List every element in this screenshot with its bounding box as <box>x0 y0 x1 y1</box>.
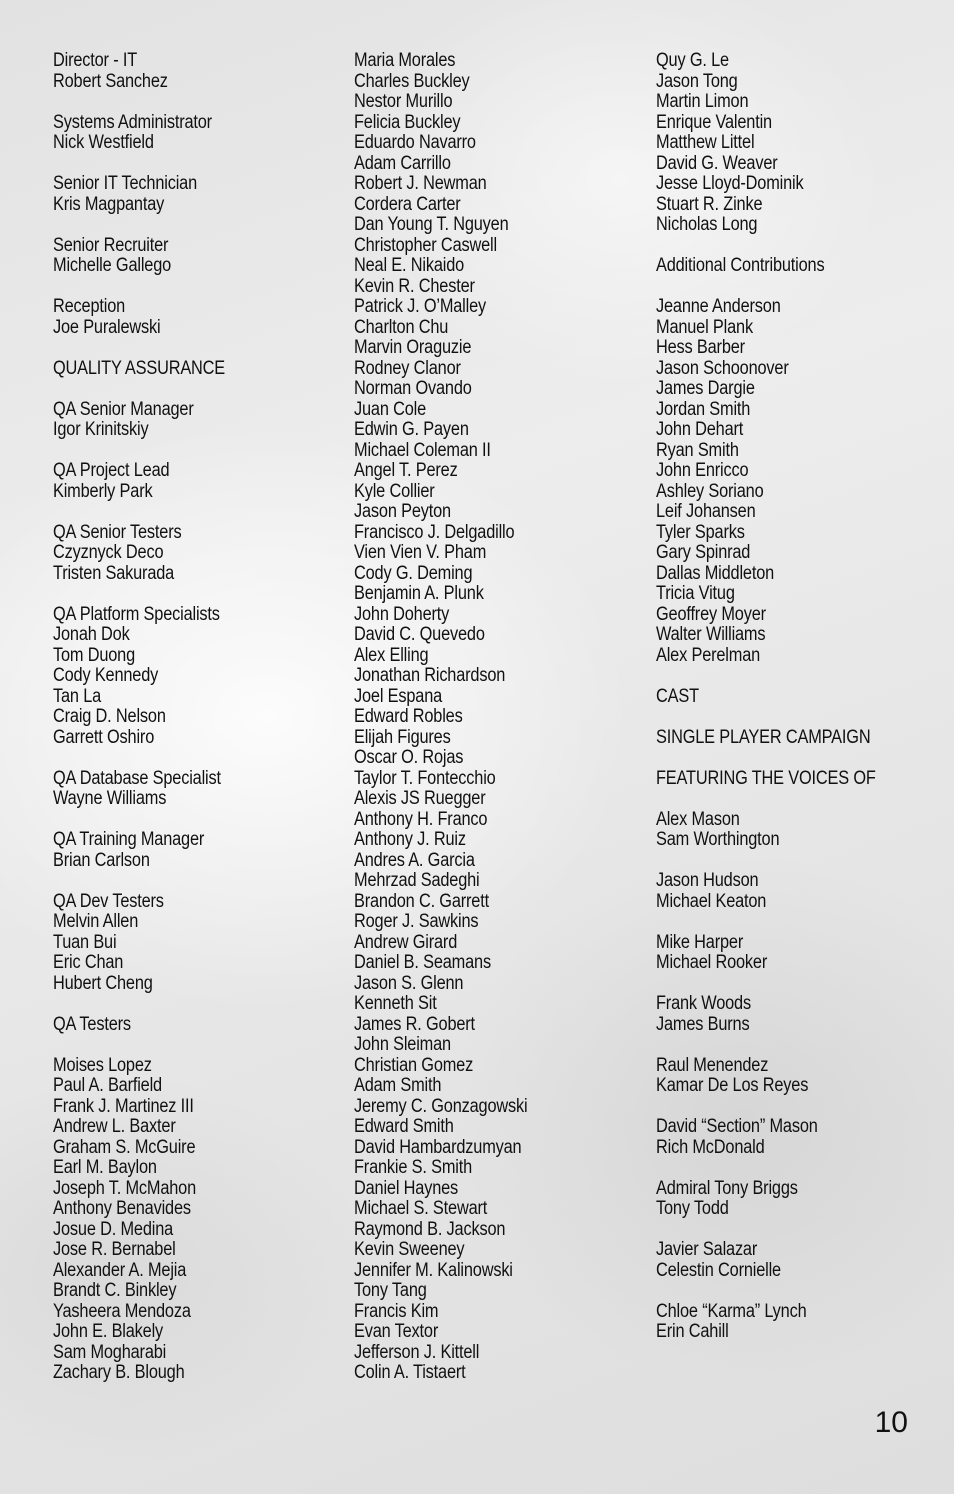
credit-line: Martin Limon <box>656 91 749 112</box>
credit-line: Craig D. Nelson <box>53 706 166 727</box>
credit-line: James R. Gobert <box>354 1013 475 1035</box>
credit-line: CAST <box>656 685 699 707</box>
spacer-line <box>656 236 876 257</box>
credit-line: Reception <box>53 296 126 317</box>
credit-line: Jason Peyton <box>354 501 451 522</box>
credit-line: Geoffrey Moyer <box>656 603 766 625</box>
credit-line: Additional Contributions <box>656 255 825 276</box>
credit-line: Taylor T. Fontecchio <box>354 767 496 789</box>
credit-line: Colin A. Tistaert <box>354 1362 466 1383</box>
credit-line: Anthony J. Ruiz <box>354 829 466 850</box>
credit-line: Graham S. McGuire <box>53 1136 196 1158</box>
spacer-line <box>656 1035 876 1056</box>
credit-line: Christian Gomez <box>354 1054 474 1076</box>
credit-line: Marvin Oraguzie <box>354 337 472 358</box>
credit-line: Tan La <box>53 685 102 707</box>
credit-line: Alexis JS Ruegger <box>354 788 486 809</box>
credit-line: Ashley Soriano <box>656 480 764 502</box>
credit-line: Tony Tang <box>354 1280 427 1301</box>
credit-line: David G. Weaver <box>656 152 778 174</box>
credit-line: John E. Blakely <box>53 1321 164 1342</box>
credit-line: Matthew Littel <box>656 132 755 153</box>
credit-line: Eduardo Navarro <box>354 132 476 153</box>
credit-line: Brian Carlson <box>53 849 150 871</box>
credit-line: Joe Puralewski <box>53 316 161 338</box>
credit-line: David Hambardzumyan <box>354 1136 522 1158</box>
spacer-line <box>53 277 225 298</box>
credit-line: Melvin Allen <box>53 911 139 932</box>
credit-line: Kevin R. Chester <box>354 275 475 297</box>
credit-line: Frank J. Martinez III <box>53 1095 194 1117</box>
credit-line: John Sleiman <box>354 1034 451 1055</box>
credit-line: Francis Kim <box>354 1300 439 1322</box>
credit-line: Cordera Carter <box>354 193 461 215</box>
credit-line: Tristen Sakurada <box>53 562 175 584</box>
credit-line: Jason Hudson <box>656 870 759 891</box>
credit-line: Senior IT Technician <box>53 173 198 194</box>
credit-line: Jason S. Glenn <box>354 972 464 994</box>
credit-line: Raymond B. Jackson <box>354 1218 506 1240</box>
spacer-line <box>53 994 225 1015</box>
spacer-line <box>53 502 225 523</box>
credit-line: John Enricco <box>656 460 749 481</box>
credit-line: Andrew L. Baxter <box>53 1116 176 1137</box>
credit-line: QA Training Manager <box>53 829 205 850</box>
credit-line: David “Section” Mason <box>656 1116 818 1137</box>
credit-line: James Burns <box>656 1013 750 1035</box>
credits-column-2 <box>354 51 527 1384</box>
credit-line: Alex Perelman <box>656 644 761 666</box>
credit-line: Jennifer M. Kalinowski <box>354 1259 513 1281</box>
credit-line: Frankie S. Smith <box>354 1157 473 1178</box>
credit-line: FEATURING THE VOICES OF <box>656 767 876 789</box>
credit-line: Robert Sanchez <box>53 70 168 92</box>
credit-line: Oscar O. Rojas <box>354 747 464 768</box>
credit-line: Yasheera Mendoza <box>53 1300 191 1322</box>
credit-line: Francisco J. Delgadillo <box>354 521 515 543</box>
credit-line: Edwin G. Payen <box>354 419 469 440</box>
page-number: 10 <box>874 1406 908 1439</box>
credit-line: QA Dev Testers <box>53 890 164 912</box>
credit-line: Michelle Gallego <box>53 255 172 276</box>
credit-line: Stuart R. Zinke <box>656 193 763 215</box>
spacer-line <box>53 338 225 359</box>
credit-line: Anthony Benavides <box>53 1198 191 1219</box>
credit-line: Walter Williams <box>656 624 766 645</box>
credit-line: Sam Mogharabi <box>53 1341 167 1363</box>
credit-line: Michael Rooker <box>656 952 768 973</box>
credit-line: Ryan Smith <box>656 439 739 461</box>
spacer-line <box>656 1220 876 1241</box>
credit-line: SINGLE PLAYER CAMPAIGN <box>656 726 871 748</box>
credit-line: QA Testers <box>53 1013 131 1035</box>
credit-line: Jason Schoonover <box>656 357 789 379</box>
credit-line: Nestor Murillo <box>354 91 453 112</box>
spacer-line <box>53 441 225 462</box>
credit-line: QA Senior Manager <box>53 398 194 420</box>
credit-line: Moises Lopez <box>53 1054 152 1076</box>
spacer-line <box>656 974 876 995</box>
credit-line: Javier Salazar <box>656 1239 758 1260</box>
credit-line: Erin Cahill <box>656 1321 729 1342</box>
spacer-line <box>656 277 876 298</box>
credit-line: Gary Spinrad <box>656 542 751 563</box>
credit-line: Cody Kennedy <box>53 665 159 686</box>
spacer-line <box>53 810 225 831</box>
credit-line: Mehrzad Sadeghi <box>354 870 480 891</box>
spacer-line <box>656 851 876 872</box>
spacer-line <box>656 1281 876 1302</box>
credit-line: Jesse Lloyd-Dominik <box>656 173 804 194</box>
spacer-line <box>656 789 876 810</box>
credit-line: Patrick J. O’Malley <box>354 296 487 317</box>
credit-line: Jeremy C. Gonzagowski <box>354 1095 528 1117</box>
credit-line: Dan Young T. Nguyen <box>354 214 509 235</box>
credit-line: Tyler Sparks <box>656 521 745 543</box>
credit-line: Josue D. Medina <box>53 1218 174 1240</box>
spacer-line <box>53 215 225 236</box>
credit-line: Daniel Haynes <box>354 1177 459 1199</box>
credit-line: Frank Woods <box>656 993 751 1014</box>
credit-line: Angel T. Perez <box>354 460 458 481</box>
spacer-line <box>53 748 225 769</box>
credit-line: Anthony H. Franco <box>354 808 488 830</box>
spacer-line <box>53 584 225 605</box>
spacer-line <box>656 707 876 728</box>
credit-line: Adam Smith <box>354 1075 442 1096</box>
credit-line: Zachary B. Blough <box>53 1362 185 1383</box>
spacer-line <box>53 871 225 892</box>
credit-line: Edward Smith <box>354 1116 454 1137</box>
credit-line: Paul A. Barfield <box>53 1075 162 1096</box>
credit-line: Manuel Plank <box>656 316 753 338</box>
credit-line: Kevin Sweeney <box>354 1239 465 1260</box>
credit-line: Andrew Girard <box>354 931 458 953</box>
credit-line: James Dargie <box>656 378 755 399</box>
credit-line: Hubert Cheng <box>53 972 153 994</box>
credit-line: Wayne Williams <box>53 788 167 809</box>
credit-line: Edward Robles <box>354 706 463 727</box>
credits-column-3 <box>656 51 876 1343</box>
credit-line: Kamar De Los Reyes <box>656 1075 809 1096</box>
credit-line: Jose R. Bernabel <box>53 1239 176 1260</box>
spacer-line <box>53 1035 225 1056</box>
credit-line: Norman Ovando <box>354 378 472 399</box>
spacer-line <box>53 154 225 175</box>
credit-line: QUALITY ASSURANCE <box>53 357 226 379</box>
credit-line: Evan Textor <box>354 1321 439 1342</box>
credit-line: Kenneth Sit <box>354 993 437 1014</box>
credit-line: Leif Johansen <box>656 501 756 522</box>
credit-line: Nicholas Long <box>656 214 758 235</box>
spacer-line <box>656 912 876 933</box>
credit-line: Jason Tong <box>656 70 738 92</box>
credit-line: Enrique Valentin <box>656 111 772 133</box>
credit-line: Celestin Cornielle <box>656 1259 781 1281</box>
credit-line: Andres A. Garcia <box>354 849 475 871</box>
spacer-line <box>656 1097 876 1118</box>
credit-line: Michael Keaton <box>656 890 767 912</box>
credit-line: Sam Worthington <box>656 829 780 850</box>
credit-line: Vien Vien V. Pham <box>354 542 487 563</box>
credit-line: Kimberly Park <box>53 480 153 502</box>
credit-line: Jefferson J. Kittell <box>354 1341 480 1363</box>
credit-line: QA Senior Testers <box>53 521 182 543</box>
credit-line: Tricia Vitug <box>656 583 735 604</box>
credit-line: Tony Todd <box>656 1198 729 1219</box>
credit-line: Kris Magpantay <box>53 193 165 215</box>
credit-line: Tuan Bui <box>53 931 117 953</box>
credit-line: Jordan Smith <box>656 398 751 420</box>
credit-line: Igor Krinitskiy <box>53 419 149 440</box>
credits-column-1 <box>53 51 225 1384</box>
credit-line: Garrett Oshiro <box>53 726 155 748</box>
credit-line: John Dehart <box>656 419 744 440</box>
credit-line: Felicia Buckley <box>354 111 461 133</box>
credit-line: Nick Westfield <box>53 132 154 153</box>
credit-line: Maria Morales <box>354 50 456 71</box>
credit-line: Jonah Dok <box>53 624 130 645</box>
credit-line: Juan Cole <box>354 398 427 420</box>
credit-line: Joel Espana <box>354 685 443 707</box>
credit-line: Daniel B. Seamans <box>354 952 491 973</box>
credit-line: Admiral Tony Briggs <box>656 1177 798 1199</box>
credit-line: Brandon C. Garrett <box>354 890 489 912</box>
credit-line: Eric Chan <box>53 952 124 973</box>
credit-line: Elijah Figures <box>354 726 451 748</box>
credit-line: Neal E. Nikaido <box>354 255 465 276</box>
credit-line: Chloe “Karma” Lynch <box>656 1300 807 1322</box>
credit-line: Joseph T. McMahon <box>53 1177 197 1199</box>
credit-line: Systems Administrator <box>53 111 212 133</box>
credit-line: QA Platform Specialists <box>53 603 220 625</box>
credit-line: Hess Barber <box>656 337 745 358</box>
credit-line: Director - IT <box>53 50 138 71</box>
credit-line: David C. Quevedo <box>354 624 485 645</box>
credit-line: Tom Duong <box>53 644 136 666</box>
credit-line: QA Project Lead <box>53 460 170 481</box>
spacer-line <box>656 666 876 687</box>
credit-line: Alexander A. Mejia <box>53 1259 187 1281</box>
credit-line: Roger J. Sawkins <box>354 911 479 932</box>
credit-line: Christopher Caswell <box>354 234 497 256</box>
credit-line: Cody G. Deming <box>354 562 473 584</box>
credit-line: Quy G. Le <box>656 50 729 71</box>
credit-line: Rich McDonald <box>656 1136 765 1158</box>
credit-line: Alex Elling <box>354 644 429 666</box>
credit-line: Rodney Clanor <box>354 357 461 379</box>
credit-line: Michael S. Stewart <box>354 1198 488 1219</box>
credit-line: Robert J. Newman <box>354 173 487 194</box>
spacer-line <box>53 379 225 400</box>
credit-line: Michael Coleman II <box>354 439 491 461</box>
credit-line: Jonathan Richardson <box>354 665 506 686</box>
spacer-line <box>656 748 876 769</box>
credit-line: Mike Harper <box>656 931 744 953</box>
credit-line: John Doherty <box>354 603 450 625</box>
credit-line: Benjamin A. Plunk <box>354 583 484 604</box>
credit-line: Raul Menendez <box>656 1054 769 1076</box>
credit-line: Brandt C. Binkley <box>53 1280 177 1301</box>
credit-line: Senior Recruiter <box>53 234 169 256</box>
credit-line: Dallas Middleton <box>656 562 775 584</box>
spacer-line <box>53 92 225 113</box>
credit-line: Earl M. Baylon <box>53 1157 157 1178</box>
credit-line: Charles Buckley <box>354 70 470 92</box>
credit-line: Czyznyck Deco <box>53 542 164 563</box>
credit-line: Jeanne Anderson <box>656 296 781 317</box>
credit-line: Kyle Collier <box>354 480 435 502</box>
spacer-line <box>656 1158 876 1179</box>
credit-line: QA Database Specialist <box>53 767 221 789</box>
credit-line: Charlton Chu <box>354 316 449 338</box>
credit-line: Alex Mason <box>656 808 740 830</box>
credit-line: Adam Carrillo <box>354 152 451 174</box>
